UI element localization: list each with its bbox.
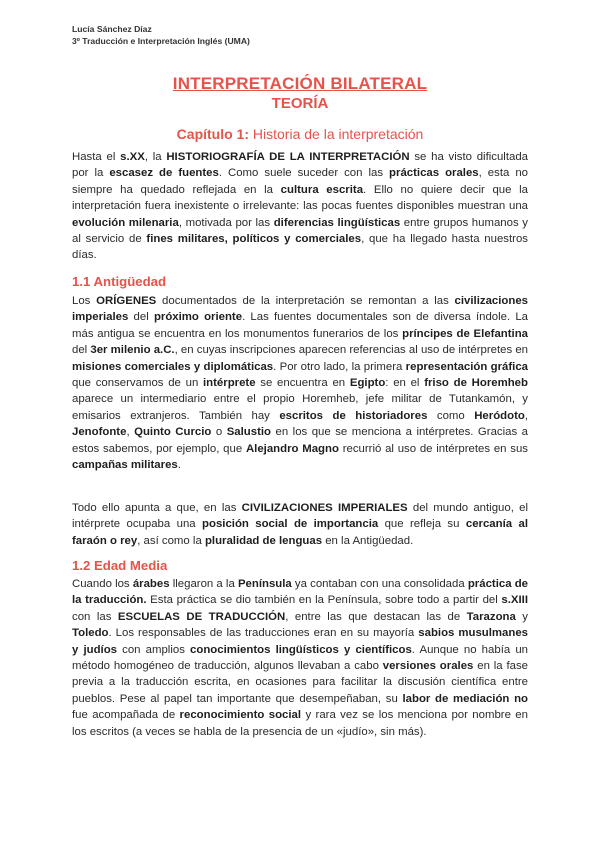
- section-heading-edad-media: 1.2 Edad Media: [72, 558, 168, 573]
- bold-term: prácticas orales: [389, 167, 479, 180]
- text-run: documentados de la interpretación se remontan a las: [156, 295, 455, 307]
- text-run: con las: [72, 610, 118, 623]
- text-run: ,: [126, 426, 135, 439]
- text-run: . Las fuentes documentales son de diversa índole. La más antigua se encuentra en los monumentos funerarios de los: [72, 311, 529, 340]
- text-run: con amplios: [117, 643, 191, 656]
- intro-paragraph: [72, 149, 528, 264]
- page-header: [72, 23, 250, 47]
- text-run: en los que se menciona a intérpretes. Gracias a estos sabemos, por ejemplo, que: [72, 426, 528, 455]
- text-run: aparece un intermediario entre el propio Horemheb, jefe militar de Tutankamón, y emisarios extranjeros. También hay: [72, 393, 528, 422]
- bold-term: intérprete: [203, 377, 256, 390]
- text-run: ,: [524, 409, 528, 422]
- text-run: como: [427, 409, 475, 422]
- text-run: Los: [72, 295, 97, 307]
- bold-term: fines militares, políticos y comerciales: [146, 233, 362, 246]
- bold-term: Tarazona: [466, 610, 516, 623]
- bold-term: conocimientos lingüísticos y científicos: [190, 643, 412, 656]
- bold-term: versiones orales: [382, 660, 474, 673]
- bold-term: representación gráfica: [405, 360, 528, 373]
- bold-term: campañas militares: [72, 459, 178, 472]
- bold-term: práctica de la traducción.: [72, 578, 528, 607]
- text-run: y: [515, 610, 528, 623]
- text-run: , entre las que destacan las de: [285, 610, 467, 623]
- bold-term: sabios musulmanes y judíos: [72, 627, 529, 656]
- text-run: se ha visto dificultada por la: [72, 151, 528, 180]
- bold-term: 3er milenio a.C.: [90, 344, 175, 357]
- bold-term: s.XX: [120, 151, 145, 163]
- bold-term: diferencias lingüísticas: [273, 216, 401, 229]
- chapter-label: Capítulo 1:: [176, 126, 250, 142]
- bold-term: misiones comerciales y diplomáticas: [72, 360, 274, 373]
- text-run: Hasta el: [72, 151, 121, 163]
- document-title: INTERPRETACIÓN BILATERAL: [172, 74, 428, 93]
- bold-term: posición social de importancia: [202, 518, 379, 531]
- text-run: , motivada por las: [178, 216, 274, 229]
- bold-term: Jenofonte: [72, 426, 127, 439]
- bold-term: ESCUELAS DE TRADUCCIÓN: [117, 610, 286, 623]
- text-run: fue acompañada de: [72, 709, 180, 722]
- text-run: . Aunque no había un método homogéneo de traducción, algunos llevaban a cabo: [72, 643, 528, 673]
- text-run: . Ello no quiere decir que la interpretación fuera inexistente o irrelevante: las pocas fuentes disponibles muestran una: [72, 183, 528, 213]
- bold-term: civilizaciones imperiales: [72, 295, 528, 324]
- text-run: Esta práctica se dio también en la Península, sobre todo a partir del: [146, 594, 502, 607]
- bold-term: reconocimiento social: [179, 709, 302, 722]
- bold-term: Egipto: [349, 377, 386, 390]
- text-run: . Por otro lado, la primera: [273, 360, 406, 373]
- bold-term: Península: [237, 578, 292, 590]
- edad-media-paragraph: [72, 576, 528, 740]
- text-run: en la fase previa a la traducción escrita, en ocasiones para facilitar la discusión científica entre pueblos. Pese al papel tan importante que desempeñaban, su: [72, 660, 529, 705]
- bold-term: Heródoto: [474, 409, 525, 422]
- text-run: , así como la: [137, 534, 205, 547]
- bold-term: cultura escrita: [280, 183, 364, 196]
- bold-term: CIVILIZACIONES IMPERIALES: [241, 502, 408, 514]
- bold-term: próximo oriente: [153, 311, 243, 324]
- bold-term: s.XIII: [501, 594, 528, 607]
- text-run: del: [128, 311, 154, 324]
- bold-term: escritos de historiadores: [279, 409, 428, 422]
- text-run: Todo ello apunta a que, en las: [72, 502, 242, 514]
- text-run: que refleja su: [378, 518, 466, 531]
- bold-term: labor de mediación no: [402, 692, 528, 705]
- bold-term: evolución milenaria: [72, 216, 179, 229]
- text-run: .: [177, 459, 181, 472]
- text-run: llegaron a la: [169, 578, 238, 590]
- bold-term: escasez de fuentes: [109, 167, 219, 180]
- text-run: , que ha llegado hasta nuestros días.: [72, 233, 528, 262]
- bold-term: Salustio: [226, 426, 272, 439]
- text-run: en la Antigüedad.: [322, 534, 414, 547]
- bold-term: Alejandro Magno: [245, 442, 339, 455]
- text-run: del mundo antiguo, el intérprete ocupaba una: [72, 502, 528, 531]
- bold-term: friso de Horemheb: [424, 377, 528, 390]
- text-run: del: [72, 344, 91, 357]
- text-run: recurrió al uso de intérpretes en sus: [338, 442, 528, 455]
- text-run: , esta no siempre ha quedado reflejada en la: [72, 167, 528, 196]
- text-run: : en el: [385, 377, 425, 390]
- bold-term: árabes: [132, 578, 170, 590]
- antiguedad-paragraph-2: [72, 500, 528, 549]
- chapter-heading: [0, 126, 600, 142]
- author-name: Lucía Sánchez Díaz: [72, 24, 152, 34]
- bold-term: pluralidad de lenguas: [204, 534, 323, 547]
- antiguedad-paragraph-1: [72, 293, 528, 473]
- text-run: , en cuyas inscripciones aparecen referencias al uso de intérpretes en: [174, 344, 528, 357]
- document-subtitle: TEORÍA: [271, 95, 329, 112]
- bold-term: cercanía al faraón o rey: [72, 518, 528, 547]
- text-run: Cuando los: [72, 578, 133, 590]
- text-run: y rara vez se los menciona por nombre en los escritos (a veces se habla de la presencia de un «judío», sin más).: [72, 709, 528, 738]
- bold-term: príncipes de Elefantina: [402, 327, 528, 340]
- text-run: . Los responsables de las traducciones eran en su mayoría: [108, 627, 419, 640]
- bold-term: Toledo: [72, 627, 109, 640]
- text-run: que conservamos de un: [72, 377, 204, 390]
- bold-term: ORÍGENES: [96, 295, 157, 307]
- text-run: o: [211, 426, 227, 439]
- chapter-name: Historia de la interpretación: [252, 126, 424, 142]
- text-run: ya contaban con una consolidada: [291, 578, 468, 590]
- text-run: , la: [144, 151, 167, 163]
- section-heading-antiguedad: 1.1 Antigüedad: [72, 274, 167, 289]
- bold-term: HISTORIOGRAFÍA DE LA INTERPRETACIÓN: [166, 151, 410, 163]
- bold-term: Quinto Curcio: [134, 426, 212, 439]
- text-run: . Como suele suceder con las: [218, 167, 390, 180]
- text-run: entre grupos humanos y al servicio de: [72, 216, 528, 246]
- course-name: 3º Traducción e Interpretación Inglés (UMA): [72, 36, 250, 46]
- text-run: se encuentra en: [255, 377, 350, 390]
